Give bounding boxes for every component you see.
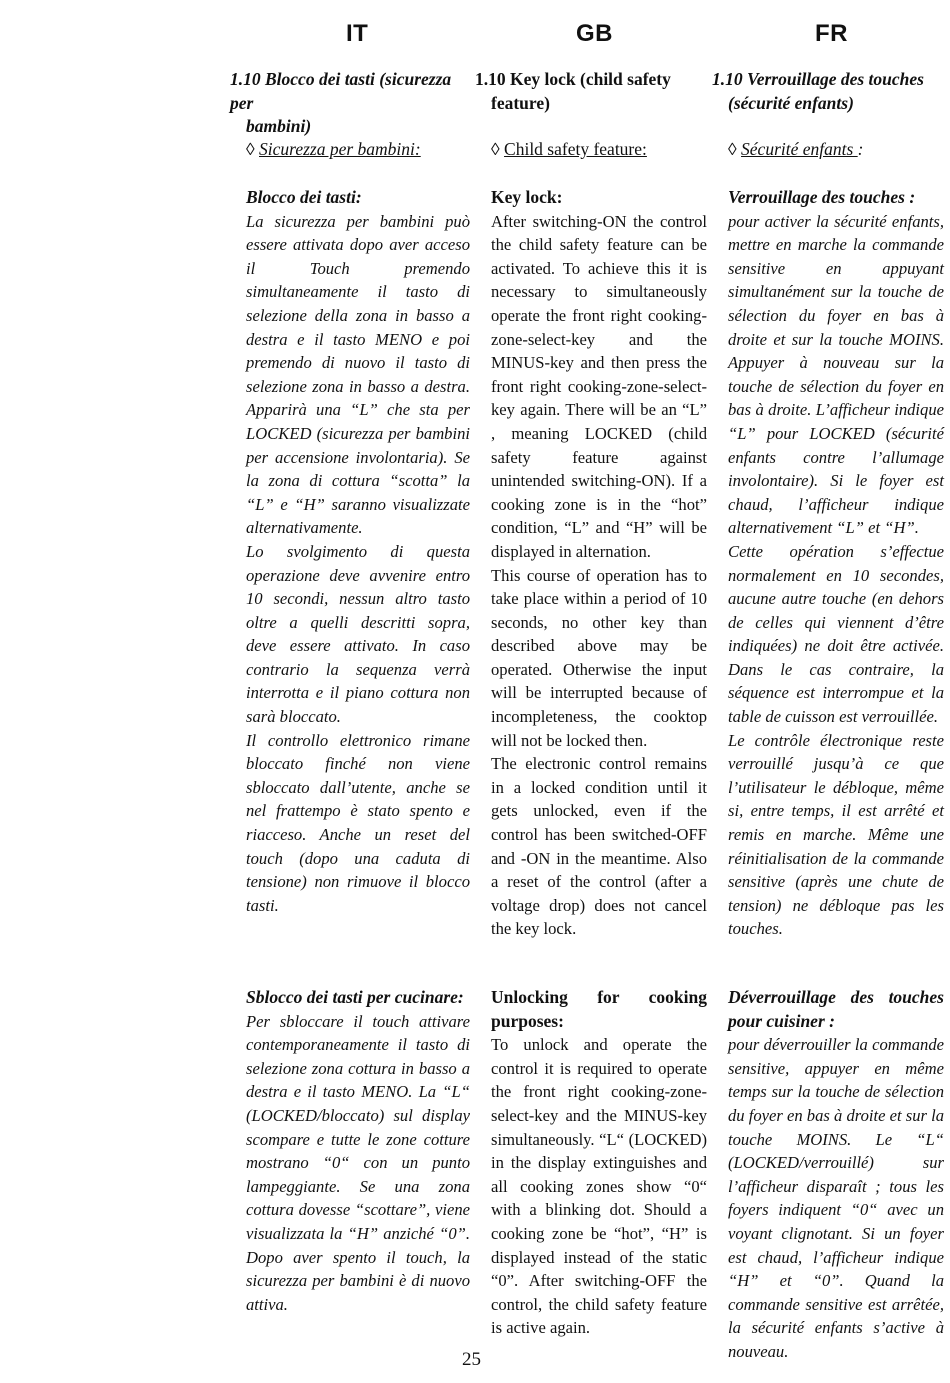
key-lock-paragraph: pour activer la sécurité enfants, mettre en marche la commande sensitive en appuyant simultanément sur la touche de sélection du foyer en bas à droite et sur la touche MOINS. Appuyer à nouveau sur la touche de sélection du foyer en bas à droite. L’afficheur indique “L” pour LOCKED (sécurité enfants contre l’allumage involontaire). Si le foyer est chaud, l’afficheur indique alternativement “L” et “H”. [728,211,944,538]
key-lock-section [728,186,944,941]
section-title [712,68,924,115]
child-safety-suffix: : [857,139,864,159]
language-header-gb: GB [576,20,613,47]
key-lock-paragraph: Le contrôle électronique reste verrouillé jusqu’à ce que l’utilisateur le débloque, même si, entre temps, il est arrêté et remis en marche. Même une réinitialisation de la commande sensitive (après une chute de tension) ne débloque pas les touches. [728,730,944,939]
section-title [475,68,671,115]
section-title [230,68,470,139]
unlock-heading: Unlocking for cooking purposes: [491,987,707,1031]
key-lock-heading: Key lock: [491,187,563,207]
diamond-bullet-icon: ◊ [728,139,742,159]
child-safety-label: Sicurezza per bambini: [259,139,421,159]
diamond-bullet-icon: ◊ [246,139,260,159]
child-safety-label: Child safety feature: [504,139,647,159]
key-lock-paragraph: La sicurezza per bambini può essere attivata dopo aver acceso il Touch premendo simultaneamente il tasto di selezione della zona in basso a destra e il tasto MENO e poi premendo di nuovo il tasto di selezione zona in basso a destra. Apparirà una “L” che sta per LOCKED (sicurezza per bambini per accensione involontaria). Se la zona di cottura “scotta” la “L” e “H” saranno visualizzate alternativamente. [246,211,470,538]
unlock-paragraph: pour déverrouiller la commande sensitive, appuyer en même temps sur la touche de sélection du foyer en bas à droite et sur la touche MOINS. Le “L“ (LOCKED/verrouillé) sur l’afficheur disparaît ; tous les foyers indiquent “0“ avec un voyant clignotant. Si un foyer est chaud, l’afficheur indique “H” et “0”. Quand la commande sensitive est arrêtée, la sécurité enfants s’active à nouveau. [728,1035,945,1361]
column-italian [230,0,470,1383]
unlock-heading: Sblocco dei tasti per cucinare: [246,987,464,1007]
key-lock-section [246,186,470,917]
unlock-section [246,986,470,1316]
language-header-fr: FR [815,20,848,47]
child-safety-line [728,138,864,162]
column-french [712,0,944,1383]
unlock-paragraph: Per sbloccare il touch attivare contemporaneamente il tasto di selezione zona cottura in basso a destra e il tasto MENO. La “L“ (LOCKED/bloccato) sul display scompare e tutte le zone cotture mostrano “0“ con un punto lampeggiante. Se una zona cottura dovesse “scottare”, viene visualizzata la “H” anziché “0”. Dopo aver spento il touch, la sicurezza per bambini è di nuovo attiva. [246,1011,470,1314]
section-title-line-2: bambini) [246,116,312,136]
unlock-paragraph: To unlock and operate the control it is required to operate the front right cooking-zone-select-key and the MINUS-key simultaneously. “L“ (LOCKED) in the display extinguishes and all cooking zones show “0“ with a blinking dot. Should a cooking zone be “hot”, “H” is displayed instead of the static “0”. After switching-OFF the control, the child safety feature is active again. [491,1035,707,1338]
key-lock-heading: Blocco dei tasti: [246,187,362,207]
unlock-section [728,986,944,1364]
key-lock-paragraph: Lo svolgimento di questa operazione deve avvenire entro 10 secondi, nessun altro tasto oltre a quelli descritti sopra, deve essere attivato. In caso contrario la sequenza verrà interrotta e il piano cottura non sarà bloccato. [246,541,470,727]
column-english [475,0,707,1383]
section-title-line-1: 1.10 Blocco dei tasti (sicurezza per [230,69,452,113]
section-title-line-2: feature) [491,92,550,113]
child-safety-line [491,138,647,162]
section-title-line-2: (sécurité enfants) [728,92,854,113]
key-lock-section [491,186,707,941]
key-lock-paragraph: Il controllo elettronico rimane bloccato finché non viene sbloccato dall’utente, anche se nel frattempo è stato spento e riacceso. Anche un reset del touch (dopo una caduta di tensione) non rimuove il blocco tasti. [246,730,470,915]
key-lock-paragraph: This course of operation has to take place within a period of 10 seconds, no other key than described above may be operated. Otherwise the input will be interrupted because of incompleteness, the cooktop will not be locked then. [491,565,707,750]
key-lock-paragraph: The electronic control remains in a locked condition until it gets unlocked, even if the control has been switched-OFF and -ON in the meantime. Also a reset of the control (after a voltage drop) does not cancel the key lock. [491,754,707,939]
language-header-it: IT [346,20,369,47]
section-title-line-1: 1.10 Key lock (child safety [475,69,671,89]
section-title-line-1: 1.10 Verrouillage des touches [712,69,924,89]
child-safety-line [246,138,421,162]
key-lock-paragraph: After switching-ON the control the child safety feature can be activated. To achieve this it is necessary to simultaneously operate the front right cooking-zone-select-key and the MINUS-key and then press the front right cooking-zone-select-key again. There will be an “L” , meaning LOCKED (child safety feature against unintended switching-ON). If a cooking zone is in the “hot” condition, “L” and “H” will be displayed in alternation. [491,211,707,561]
unlock-heading: Déverrouillage des touches pour cuisiner : [728,987,944,1031]
child-safety-label: Sécurité enfants [741,139,858,159]
key-lock-heading: Verrouillage des touches : [728,187,916,207]
unlock-section [491,986,707,1340]
page-number: 25 [462,1349,481,1370]
diamond-bullet-icon: ◊ [491,139,505,159]
key-lock-paragraph: Cette opération s’effectue normalement en 10 secondes, aucune autre touche (en dehors de celles qui viennent d’être indiquées) ne doit être activée. Dans le cas contraire, la séquence est interrompue et la table de cuisson est verrouillée. [728,541,944,727]
